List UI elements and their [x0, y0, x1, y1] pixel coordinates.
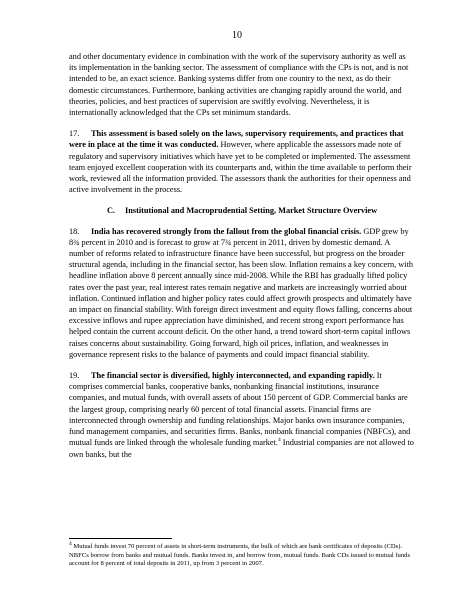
- footnote-text: Mutual funds invest 70 percent of assets in short-term instruments, the bulk of which are bank certificates of deposits (CDs). NBFCs borrow from banks and mutual funds. Banks invest in, and borrow from, mutual funds. Bank CDs issued to mutual funds account for 8 percent of total deposits in 2011, up from 3 percent in 2007.: [69, 543, 411, 568]
- paragraph-body: GDP grew by 8¾ percent in 2010 and is forecast to grow at 7¾ percent in 2011, driven by domestic demand. A number of reforms related to infrastructure finance have been successful, but progress on the broader structural agenda, including in the financial sector, has been slow. Inflation remains a key concern, with headline inflation above 8 percent annually since mid-2008. While the RBI has gradually lifted policy rates over the past year, real interest rates remain negative and markets are increasingly worried about inflation. Continued inflation and higher policy rates could affect growth prospects and ultimately have an impact on financial stability. With foreign direct investment and equity flows falling, concerns about excessive inflows and rupee appreciation have diminished, and recent strong export performance has helped contain the current account deficit. On the other hand, a trend toward short-term capital inflows raises concerns about sustainability. Going forward, high oil prices, inflation, and weaknesses in governance represent risks to the balance of payments and could impact financial stability.: [69, 226, 414, 359]
- paragraph-number: 18.: [69, 226, 80, 236]
- paragraph-18: [69, 226, 415, 360]
- paragraph-body: However, where applicable the assessors made note of regulatory and supervisory initiatives which have yet to be completed or implemented. The assessment team enjoyed excellent cooperation with its counterparts and, within the time available to perform their work, reviewed all the information provided. The assessors thank the authorities for their openness and active involvement in the process.: [69, 140, 412, 195]
- footnote-marker: 4: [69, 540, 72, 547]
- footnote-reference[interactable]: 4: [277, 437, 281, 444]
- page-number: 10: [232, 30, 242, 41]
- paragraph-lead: This assessment is based solely on the laws, supervisory requirements, and practices that were in place at the time it was conducted.: [69, 129, 404, 150]
- paragraph-17: [69, 128, 415, 195]
- paragraph-lead: The financial sector is diversified, highly interconnected, and expanding rapidly.: [91, 371, 375, 381]
- section-title: Institutional and Macroprudential Setting, Market Structure Overview: [125, 206, 378, 216]
- body-text: [69, 51, 415, 470]
- section-heading: [69, 205, 415, 216]
- paragraph-number: 19.: [69, 371, 80, 381]
- paragraph-number: 17.: [69, 129, 80, 139]
- paragraph-lead: India has recovered strongly from the fallout from the global financial crisis.: [91, 226, 362, 236]
- paragraph-19: [69, 370, 415, 460]
- footnote-divider: [69, 538, 172, 539]
- paragraph-tail: Industrial companies are not allowed to own banks, but the: [69, 438, 414, 459]
- section-letter: C.: [106, 206, 116, 216]
- footnote: [69, 540, 415, 569]
- paragraph-body: It comprises commercial banks, cooperative banks, nonbanking financial institutions, insurance companies, and mutual funds, with overall assets of about 150 percent of GDP. Commercial banks are the largest group, comprising nearly 60 percent of total financial assets. Financial firms are interconnected through ownership and funding relationships. Major banks own insurance companies, fund management companies, and securities firms. Banks, nonbank financial companies (NBFCs), and mutual funds are linked through the wholesale funding market.: [69, 371, 411, 448]
- intro-paragraph: and other documentary evidence in combination with the work of the supervisory authority as well as its implementation in the banking sector. The assessment of compliance with the CPs is not, and is not intended to be, an exact science. Banking systems differ from one country to the next, as do their domestic circumstances. Furthermore, banking activities are changing rapidly around the world, and theories, policies, and best practices of supervision are swiftly evolving. Nevertheless, it is internationally acknowledged that the CPs set minimum standards.: [69, 52, 409, 118]
